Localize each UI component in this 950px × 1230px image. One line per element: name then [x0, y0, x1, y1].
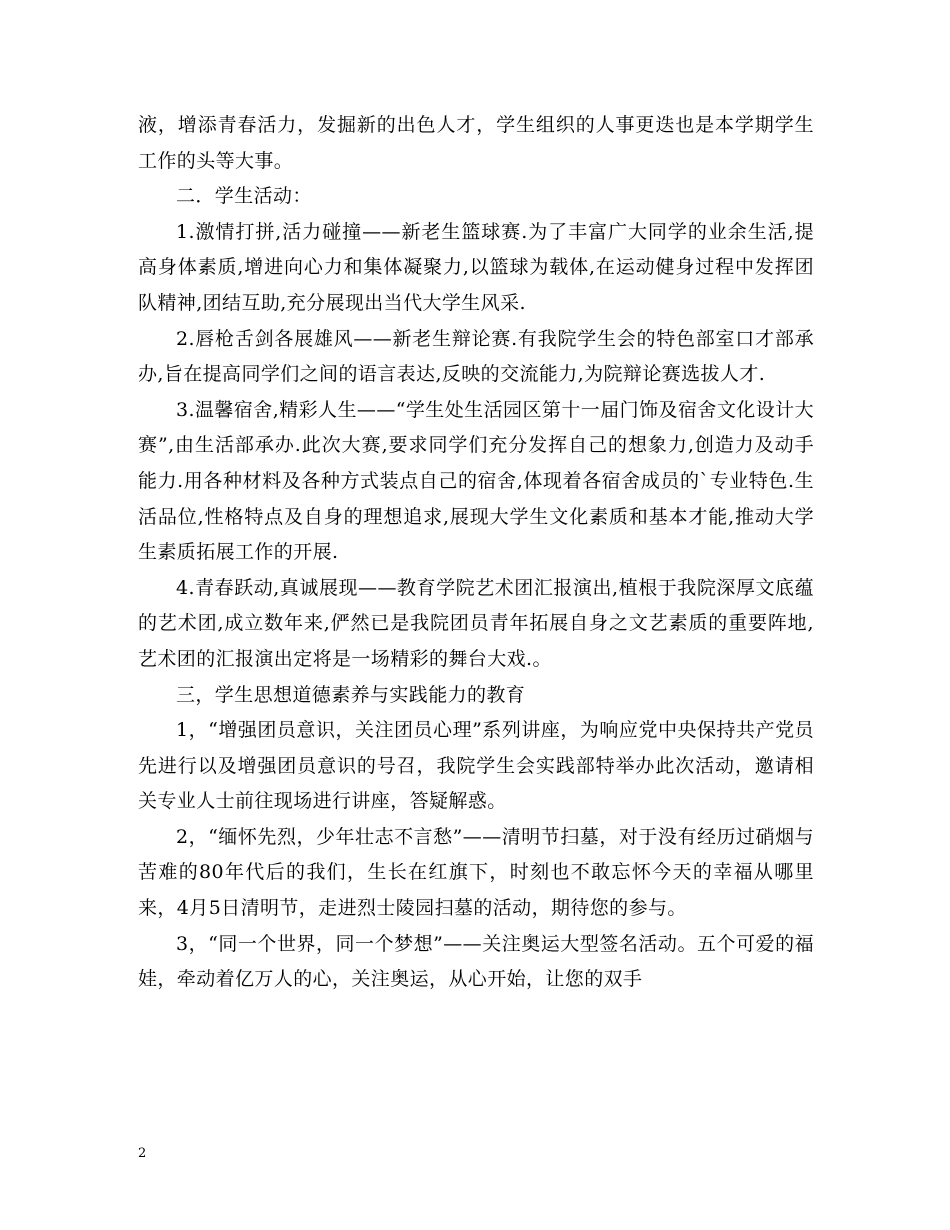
- paragraph: 2.唇枪舌剑各展雄风——新老生辩论赛.有我院学生会的特色部室口才部承办,旨在提高同学们之间的语言表达,反映的交流能力,为院辩论赛选拔人才.: [138, 327, 814, 386]
- paragraph: 3，“同一个世界，同一个梦想”——关注奥运大型签名活动。五个可爱的福娃，牵动着亿万人的心，关注奥运，从心开始，让您的双手: [138, 932, 814, 991]
- paragraph: 4.青春跃动,真诚展现——教育学院艺术团汇报演出,植根于我院深厚文底蕴的艺术团,成立数年来,俨然已是我院团员青年拓展自身之文艺素质的重要阵地,艺术团的汇报演出定将是一场精彩的舞台大戏.。: [138, 576, 814, 670]
- paragraph: 3.温馨宿舍,精彩人生——“学生处生活园区第十一届门饰及宿舍文化设计大赛”,由生活部承办.此次大赛,要求同学们充分发挥自己的想象力,创造力及动手能力.用各种材料及各种方式装点自己的宿舍,体现着各宿舍成员的`专业特色.生活品位,性格特点及自身的理想追求,展现大学生文化素质和基本才能,推动大学生素质拓展工作的开展.: [138, 398, 814, 564]
- section-heading-moral-education: 三，学生思想道德素养与实践能力的教育: [176, 683, 526, 706]
- paragraph: 液，增添青春活力，发掘新的出色人才，学生组织的人事更迭也是本学期学生工作的头等大事。: [138, 114, 814, 172]
- section-heading-student-activities: 二．学生活动：: [176, 185, 312, 208]
- document-body: [138, 108, 814, 998]
- page-number: 2: [138, 1146, 147, 1161]
- paragraph: 2，“缅怀先烈，少年壮志不言愁”——清明节扫墓，对于没有经历过硝烟与苦难的80年代后的我们，生长在红旗下，时刻也不敢忘怀今天的幸福从哪里来，4月5日清明节，走进烈士陵园扫墓的活动，期待您的参与。: [138, 825, 814, 920]
- paragraph: 1.激情打拼,活力碰撞——新老生篮球赛.为了丰富广大同学的业余生活,提高身体素质,增进向心力和集体凝聚力,以篮球为载体,在运动健身过程中发挥团队精神,团结互助,充分展现出当代大学生风采.: [138, 220, 814, 314]
- paragraph: 1，“增强团员意识，关注团员心理”系列讲座，为响应党中央保持共产党员先进行以及增强团员意识的号召，我院学生会实践部特举办此次活动，邀请相关专业人士前往现场进行讲座，答疑解惑。: [138, 719, 814, 813]
